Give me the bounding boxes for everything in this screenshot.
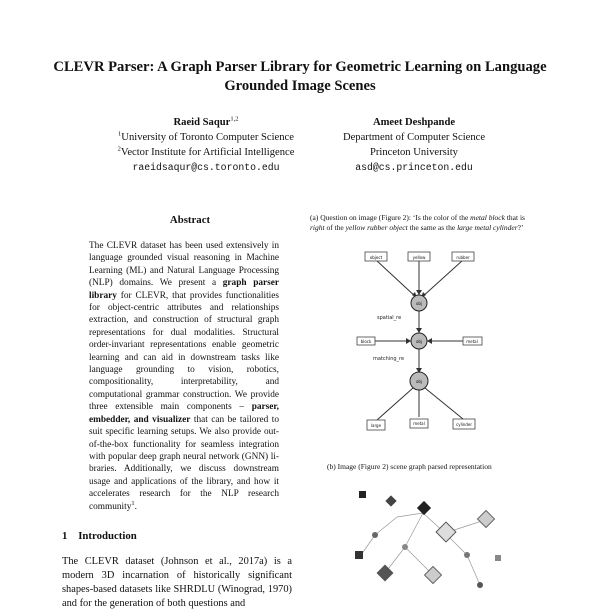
edge-label: matching_re	[373, 356, 405, 362]
graph-node-label: obj	[415, 301, 423, 306]
author-block-1	[88, 115, 324, 175]
scene-graph-visual	[345, 485, 510, 600]
abstract-bold: parser, embedder, and visualizer	[89, 402, 279, 425]
author-email: raeidsaqur@cs.toronto.edu	[132, 162, 280, 173]
caption-part: ?’	[517, 223, 524, 232]
author-email: asd@cs.princeton.edu	[355, 162, 473, 173]
graph-label: cylinder	[456, 422, 472, 427]
affil-sup: 2	[117, 145, 121, 153]
scene-marker	[478, 511, 495, 528]
affil-sup: 1	[118, 130, 122, 138]
graph-label: yellow	[412, 255, 426, 260]
graph-label: metal	[413, 421, 425, 426]
paper-title: CLEVR Parser: A Graph Parser Library for Geometric Learning on Language Grounded Image Scenes	[53, 59, 547, 94]
abstract-part: The CLEVR dataset has been used extensively in language grounded visual reasoning in Machine Learning (ML) and Natural Language Processing (NLP) domains. We present a	[89, 241, 279, 289]
graph-node-label: obj	[415, 339, 423, 344]
abstract-heading: Abstract	[169, 214, 211, 226]
figure-caption-b: (b) Image (Figure 2) scene graph parsed representation	[327, 462, 492, 471]
affiliation: Department of Computer Science	[342, 132, 486, 143]
scene-marker	[372, 532, 378, 538]
caption-part: of the	[324, 223, 346, 232]
scene-marker	[495, 555, 501, 561]
footnote-mark: 1	[131, 499, 135, 507]
abstract-part: .	[134, 501, 137, 512]
author-sup: 1,2	[230, 115, 239, 123]
graph-label: large	[370, 423, 382, 428]
figure-caption-a	[310, 213, 535, 233]
author-block-2	[316, 115, 512, 175]
abstract-part: for CLEVR, that provides functionalities for object-centric attributes and relationships extraction, and construction of structural graph representations for dual modalities. Structural order-invariant representations enable geometric learning and can aid in downstream tasks like language grounding to vision, robotics, compositionality, interpretability, and computational grammar construction. We provide three extensible main components –	[89, 290, 279, 413]
affiliation: Princeton University	[370, 147, 458, 158]
graph-label: rubber	[456, 255, 470, 260]
scene-marker	[417, 501, 431, 515]
question-graph-diagram	[355, 245, 490, 460]
scene-marker	[355, 551, 363, 559]
caption-italic: large metal cylinder	[457, 223, 518, 232]
affiliation: Vector Institute for Artificial Intelligence	[120, 147, 295, 158]
scene-markers	[355, 491, 501, 588]
scene-marker	[477, 582, 483, 588]
author-name: Raeid Saqur	[173, 117, 231, 128]
caption-italic: metal block	[470, 213, 505, 222]
scene-marker	[359, 491, 366, 498]
section-number: 1	[62, 530, 68, 542]
abstract-bold: graph parser library	[89, 278, 280, 301]
scene-marker	[436, 522, 456, 542]
abstract-part: that can be tailored to suit specific learning setups. We also provide out-of-the-box functionality for seamless integration with popular deep graph neural network (GNN) libraries. Additionally, we discuss downstream usage and applications of the library, and how it accelerates research for the NLP research community	[89, 414, 279, 512]
graph-label: block	[360, 339, 372, 344]
caption-part: the same as the	[407, 223, 458, 232]
scene-marker	[377, 565, 394, 582]
section-title: Introduction	[78, 530, 137, 542]
affiliation: University of Toronto Computer Science	[121, 132, 294, 143]
caption-part: that is	[504, 213, 525, 222]
graph-node-label: obj	[415, 379, 423, 384]
caption-italic: right	[310, 223, 325, 232]
section-heading	[62, 530, 137, 542]
graph-label: object	[369, 255, 383, 260]
caption-italic: yellow rubber object	[345, 223, 408, 232]
scene-marker	[464, 552, 470, 558]
caption-part: (a) Question on image (Figure 2): ‘Is the color of the	[310, 213, 471, 222]
edge-label: spatial_re	[377, 315, 402, 321]
scene-marker	[385, 495, 396, 506]
intro-text: The CLEVR dataset (Johnson et al., 2017a) is a modern 3D incarnation of historically significant shapes-based datasets like SHRDLU (Winograd, 1970) and for the generation of both questions and	[62, 556, 292, 609]
author-name: Ameet Deshpande	[372, 117, 456, 128]
graph-label: metal	[466, 339, 478, 344]
abstract-text	[89, 240, 279, 513]
scene-marker	[402, 544, 408, 550]
